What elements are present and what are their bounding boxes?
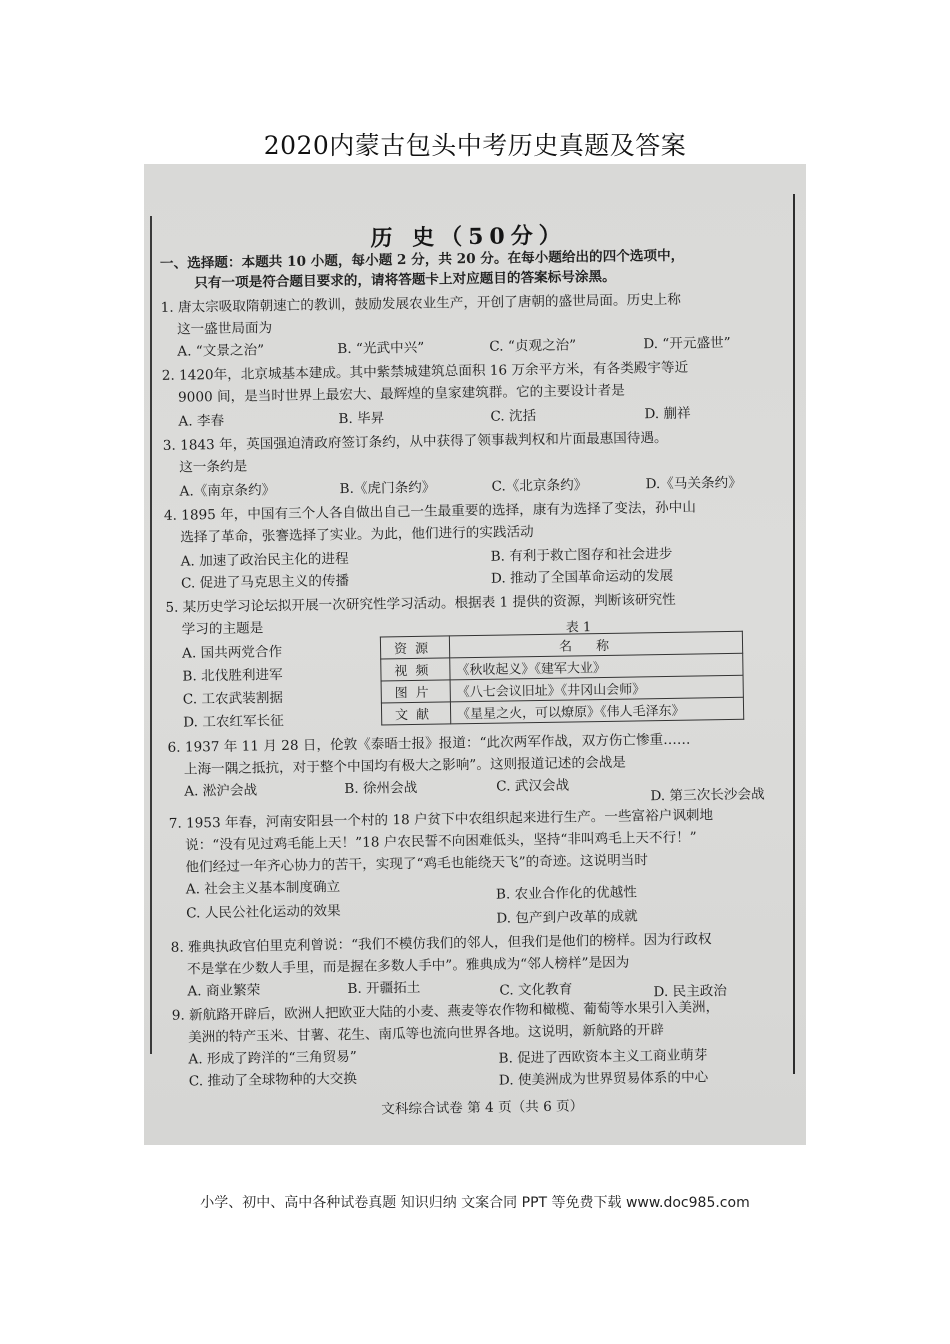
table-caption: 表 1 xyxy=(565,620,592,636)
option-d: D. 第三次长沙会战 xyxy=(650,786,765,805)
question-stem: 选择了革命，张謇选择了实业。为此，他们进行的实践活动 xyxy=(180,524,534,546)
option-a: A.《南京条约》 xyxy=(179,482,276,500)
option-a: A. 淞沪会战 xyxy=(184,782,258,800)
question-stem: 不是掌在少数人手里，而是握在多数人手中”。雅典成为“邻人榜样”是因为 xyxy=(186,954,630,978)
option-a: A. 国共两党合作 xyxy=(181,644,283,662)
question-stem: 8. 雅典执政官伯里克利曾说：“我们不模仿我们的邻人，但我们是他们的榜样。因为行政权 xyxy=(170,931,712,956)
option-a: A. “文景之治” xyxy=(177,342,265,360)
option-b: B. 毕昇 xyxy=(338,410,385,428)
option-d: D. 民主政治 xyxy=(653,983,728,1001)
question-stem: 4. 1895 年，中国有三个人各自做出自己一生最重要的选择，康有为选择了变法，孙中山 xyxy=(163,499,697,524)
question-stem: 1. 唐太宗吸取隋朝速亡的教训，鼓励发展农业生产，开创了唐朝的盛世局面。历史上称 xyxy=(160,291,682,316)
option-c: C. “贞观之治” xyxy=(489,337,577,355)
question-stem: 上海一隅之抵抗，对于整个中国均有极大之影响”。这则报道记述的会战是 xyxy=(183,754,626,778)
table-cell: 《星星之火，可以燎原》《伟人毛泽东》 xyxy=(450,697,743,724)
exam-page-footer: 文科综合试卷 第 4 页（共 6 页） xyxy=(381,1098,584,1118)
option-b: B. 北伐胜利进军 xyxy=(182,667,283,685)
exam-paper xyxy=(144,164,806,1145)
table-cell: 文献 xyxy=(381,702,450,725)
option-a: A. 形成了跨洋的“三角贸易” xyxy=(188,1048,357,1068)
option-c: C. 沈括 xyxy=(490,407,537,425)
option-a: A. 社会主义基本制度确立 xyxy=(185,879,341,898)
option-c: C. 武汉会战 xyxy=(496,777,570,795)
option-b: B. 促进了西欧资本主义工商业萌芽 xyxy=(498,1047,708,1067)
question-stem: 这一条约是 xyxy=(179,458,248,476)
question-stem: 9000 间，是当时世界上最宏大、最辉煌的皇家建筑群。它的主要设计者是 xyxy=(177,382,625,406)
table-cell: 《八七会议旧址》《井冈山会师》 xyxy=(450,675,743,702)
option-c: C. 人民公社化运动的效果 xyxy=(186,903,341,922)
table-row xyxy=(381,697,743,725)
option-d: D. 使美洲成为世界贸易体系的中心 xyxy=(498,1069,709,1089)
instruction-line: 一、选择题：本题共 10 小题，每小题 2 分，共 20 分。在每小题给出的四个选项中， xyxy=(159,247,685,272)
option-d: D. 蒯祥 xyxy=(644,405,691,423)
option-d: D. 工农红军长征 xyxy=(183,712,284,731)
instruction-line: 只有一项是符合题目要求的，请将答题卡上对应题目的答案标号涂黑。 xyxy=(194,268,616,292)
option-a: A. 李春 xyxy=(178,412,225,430)
question-stem: 2. 1420年，北京城基本建成。其中紫禁城建筑总面积 16 万余平方米，有各类殿宇等近 xyxy=(161,359,689,384)
resource-table xyxy=(380,631,744,726)
option-b: B. 有利于救亡图存和社会进步 xyxy=(490,545,673,565)
option-c: C. 文化教育 xyxy=(499,981,573,999)
option-c: C. 推动了全球物种的大交换 xyxy=(188,1070,358,1090)
section-title: 历 史（50分） xyxy=(370,222,567,252)
option-b: B.《虎门条约》 xyxy=(339,479,436,498)
question-stem: 他们经过一年齐心协力的苦干，实现了“鸡毛也能绕天飞”的奇迹。这说明当时 xyxy=(185,852,649,876)
question-stem: 说：“没有见过鸡毛能上天！”18 户农民誓不向困难低头，坚持“非叫鸡毛上天不行！” xyxy=(185,829,697,854)
exam-page-photo xyxy=(144,164,806,1145)
option-b: B. 农业合作化的优越性 xyxy=(495,884,638,903)
option-a: A. 加速了政治民主化的进程 xyxy=(180,550,349,570)
question-stem: 3. 1843 年，英国强迫清政府签订条约，从中获得了领事裁判权和片面最惠国待遇。 xyxy=(162,429,668,454)
option-d: D. “开元盛世” xyxy=(643,334,731,353)
option-d: D. 包产到户改革的成就 xyxy=(496,908,638,927)
document-footer: 小学、初中、高中各种试卷真题 知识归纳 文案合同 PPT 等免费下载 www.doc985.com xyxy=(200,1195,750,1211)
table-cell: 《秋收起义》《建军大业》 xyxy=(450,653,743,680)
question-stem: 5. 某历史学习论坛拟开展一次研究性学习活动。根据表 1 提供的资源，判断该研究性 xyxy=(165,591,676,616)
option-c: C. 工农武装割据 xyxy=(182,690,284,708)
option-b: B. 开疆拓土 xyxy=(347,979,421,998)
table-cell: 视频 xyxy=(381,658,450,681)
question-stem: 这一盛世局面为 xyxy=(176,320,273,338)
question-stem: 学习的主题是 xyxy=(181,620,264,638)
option-d: D. 推动了全国革命运动的发展 xyxy=(490,567,674,587)
question-stem: 美洲的特产玉米、甘薯、花生、南瓜等也流向世界各地。这说明，新航路的开辟 xyxy=(188,1022,664,1046)
table-header-cell: 资源 xyxy=(380,636,449,659)
option-b: B. “光武中兴” xyxy=(337,339,425,358)
table-header-cell: 名称 xyxy=(449,631,742,658)
question-stem: 6. 1937 年 11 月 28 日，伦敦《泰晤士报》报道：“此次两军作战，双方伤亡惨重…… xyxy=(167,731,691,756)
question-stem: 7. 1953 年春，河南安阳县一个村的 18 户贫下中农组织起来进行生产。一些富裕户讽刺地 xyxy=(168,807,714,832)
table-cell: 图片 xyxy=(381,680,450,703)
option-a: A. 商业繁荣 xyxy=(187,982,261,1000)
option-b: B. 徐州会战 xyxy=(344,779,418,798)
option-c: C.《北京条约》 xyxy=(491,477,588,495)
option-d: D.《马关条约》 xyxy=(645,474,742,493)
option-c: C. 促进了马克思主义的传播 xyxy=(180,572,350,592)
question-stem: 9. 新航路开辟后，欧洲人把欧亚大陆的小麦、燕麦等农作物和橄榄、葡萄等水果引入美洲， xyxy=(171,999,720,1024)
document-title: 2020内蒙古包头中考历史真题及答案 xyxy=(263,131,687,160)
